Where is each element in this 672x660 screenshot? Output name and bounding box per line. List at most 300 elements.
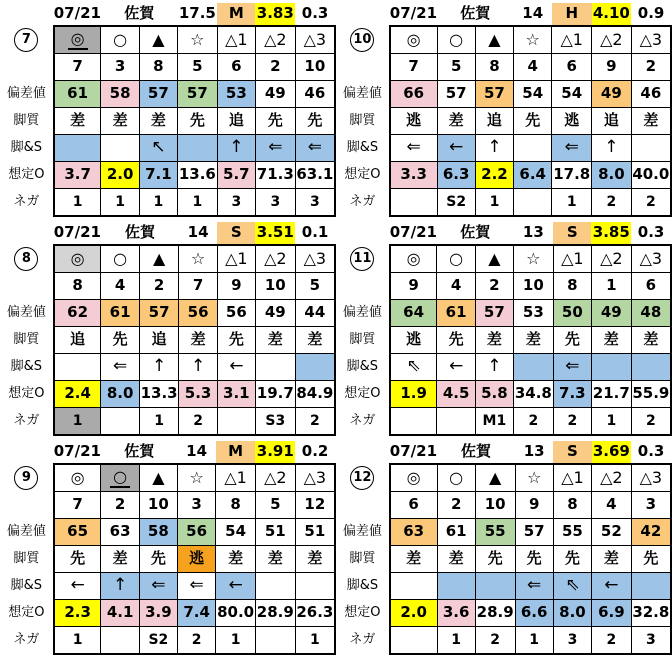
nega-cell[interactable]: 2 [295,408,335,436]
symbols-cell[interactable]: ▲ [475,245,513,273]
header-value1: 14 [186,442,208,461]
style-cell[interactable]: 先 [514,108,552,135]
legs-cell[interactable] [54,354,101,381]
symbols-cell[interactable]: ☆ [515,464,553,492]
legs-cell[interactable]: ⇖ [390,354,437,381]
numbers-cell[interactable]: 4 [101,273,139,300]
symbols-cell[interactable]: ○ [437,464,475,492]
legs-cell[interactable]: ← [217,354,255,381]
nega-cell[interactable]: 1 [295,627,335,655]
dev-cell[interactable]: 65 [54,519,101,546]
numbers-cell[interactable]: 9 [592,54,632,81]
odds-cell[interactable]: 80.0 [216,600,256,627]
odds-cell[interactable]: 6.3 [437,162,475,189]
numbers-cell[interactable]: 2 [139,273,179,300]
dev-cell[interactable]: 57 [515,519,553,546]
numbers-cell[interactable]: 10 [295,54,335,81]
header-spacer [0,3,54,26]
style-cell[interactable]: 差 [101,108,139,135]
nega-cell[interactable]: 3 [553,627,591,655]
odds-cell[interactable]: 2.3 [54,600,101,627]
odds-cell[interactable]: 32.8 [631,600,671,627]
dev-cell[interactable]: 53 [513,300,553,327]
nega-cell[interactable]: 1 [437,627,475,655]
odds-cell[interactable]: 2.0 [101,162,139,189]
numbers-cell[interactable]: 6 [217,54,255,81]
dev-cell[interactable]: 61 [101,300,139,327]
odds-cell[interactable]: 2.0 [390,600,437,627]
header-value3: 0.9 [637,4,665,23]
dev-cell[interactable]: 66 [390,81,437,108]
style-cell[interactable]: 差 [216,546,256,573]
odds-cell[interactable]: 13.3 [139,381,179,408]
style-cell[interactable]: 差 [101,546,139,573]
symbols-cell[interactable]: ▲ [475,26,513,54]
legs-cell[interactable] [54,135,101,162]
nega-cell[interactable]: S2 [139,627,177,655]
nega-cell[interactable] [390,189,437,217]
nega-cell[interactable]: 3 [255,189,295,217]
style-cell[interactable]: 先 [177,108,217,135]
style-cell[interactable]: 先 [255,108,295,135]
dev-cell[interactable]: 56 [179,300,217,327]
odds-cell[interactable]: 40.0 [631,162,671,189]
nega-cell[interactable]: 2 [631,189,671,217]
odds-cell[interactable]: 19.7 [255,381,295,408]
nega-cell[interactable]: 2 [631,408,671,436]
symbols-cell[interactable]: △1 [216,464,256,492]
odds-cell[interactable]: 5.8 [475,381,513,408]
symbols-cell[interactable] [54,26,101,54]
dev-cell[interactable]: 57 [475,300,513,327]
odds-cell[interactable]: 2.4 [54,381,101,408]
odds-cell[interactable]: 6.6 [515,600,553,627]
dev-cell[interactable]: 46 [295,81,335,108]
race-number-badge: 8 [14,247,38,271]
dev-cell[interactable]: 61 [437,300,475,327]
style-cell[interactable]: 追 [475,108,513,135]
legs-cell[interactable] [295,354,335,381]
legs-cell[interactable]: ↑ [217,135,255,162]
numbers-cell[interactable]: 1 [591,273,631,300]
legs-cell[interactable]: ⇖ [553,573,591,600]
dev-cell[interactable]: 49 [591,300,631,327]
numbers-cell[interactable]: 6 [552,54,592,81]
symbols-cell[interactable]: ▲ [139,26,177,54]
legs-cell[interactable] [513,354,553,381]
odds-cell[interactable]: 13.6 [177,162,217,189]
numbers-cell[interactable]: 12 [295,492,335,519]
dev-cell[interactable]: 61 [437,519,475,546]
odds-cell[interactable]: 3.6 [437,600,475,627]
legs-cell[interactable] [514,135,552,162]
odds-cell[interactable]: 1.9 [390,381,437,408]
dev-cell[interactable]: 63 [390,519,437,546]
dev-cell[interactable]: 53 [217,81,255,108]
symbols-cell[interactable]: ▲ [139,464,177,492]
symbols-cell[interactable]: △1 [553,464,591,492]
style-cell[interactable]: 先 [437,327,475,354]
style-cell[interactable]: 先 [515,546,553,573]
style-cell[interactable]: 差 [631,108,671,135]
header-value1: 14 [522,4,544,23]
numbers-cell[interactable]: 5 [255,492,295,519]
style-cell[interactable]: 先 [139,546,177,573]
nega-cell[interactable] [390,408,437,436]
symbols-cell[interactable]: ◎ [54,245,101,273]
dev-cell[interactable]: 57 [475,81,513,108]
dev-cell[interactable]: 56 [217,300,255,327]
nega-cell[interactable]: 1 [177,189,217,217]
style-cell[interactable]: 先 [475,546,515,573]
numbers-cell[interactable]: 8 [475,54,513,81]
numbers-cell[interactable]: 4 [437,273,475,300]
dev-cell[interactable]: 54 [216,519,256,546]
dev-cell[interactable]: 56 [177,519,215,546]
symbols-cell[interactable]: ▲ [475,464,515,492]
legs-cell[interactable] [591,354,631,381]
dev-cell[interactable]: 58 [101,81,139,108]
symbols-cell[interactable]: △2 [255,464,295,492]
numbers-cell[interactable]: 7 [390,54,437,81]
odds-cell[interactable]: 2.2 [475,162,513,189]
dev-cell[interactable]: 49 [255,300,295,327]
nega-cell[interactable]: 3 [631,627,671,655]
dev-cell[interactable]: 51 [255,519,295,546]
nega-cell[interactable] [437,408,475,436]
nega-cell[interactable]: 2 [513,408,553,436]
style-cell[interactable]: 差 [592,546,632,573]
style-cell[interactable]: 差 [390,546,437,573]
nega-cell[interactable]: 2 [592,627,632,655]
numbers-cell[interactable]: 5 [295,273,335,300]
legs-cell[interactable]: ⇐ [139,573,177,600]
symbols-cell[interactable] [101,464,139,492]
dev-cell[interactable]: 55 [475,519,515,546]
symbols-cell[interactable]: △2 [255,245,295,273]
numbers-cell[interactable]: 2 [255,54,295,81]
legs-cell[interactable]: ⇐ [553,354,591,381]
legs-cell[interactable]: ⇐ [515,573,553,600]
style-cell[interactable]: 先 [217,327,255,354]
style-cell[interactable]: 追 [592,108,632,135]
symbols-cell[interactable]: △3 [295,26,335,54]
style-cell[interactable]: 先 [553,546,591,573]
symbols-cell[interactable]: △3 [295,245,335,273]
numbers-cell[interactable]: 3 [631,492,671,519]
odds-cell[interactable]: 6.9 [592,600,632,627]
legs-cell[interactable] [177,135,217,162]
numbers-cell[interactable]: 8 [139,54,177,81]
numbers-cell[interactable]: 10 [139,492,177,519]
nega-cell[interactable]: M1 [475,408,513,436]
legs-cell[interactable]: ⇐ [295,135,335,162]
numbers-cell[interactable]: 7 [54,492,101,519]
nega-cell[interactable]: 1 [54,408,101,436]
numbers-cell[interactable]: 9 [390,273,437,300]
numbers-cell[interactable]: 3 [177,492,215,519]
nega-cell[interactable]: S2 [437,189,475,217]
odds-cell[interactable]: 8.0 [592,162,632,189]
numbers-cell[interactable]: 2 [631,54,671,81]
legs-cell[interactable]: ← [54,573,101,600]
numbers-cell[interactable]: 3 [101,54,139,81]
odds-cell[interactable]: 5.3 [179,381,217,408]
odds-cell[interactable]: 55.9 [631,381,671,408]
dev-cell[interactable]: 55 [553,519,591,546]
nega-cell[interactable]: 3 [217,189,255,217]
numbers-cell[interactable]: 2 [475,273,513,300]
nega-cell[interactable]: 1 [54,189,101,217]
dev-cell[interactable]: 57 [139,81,177,108]
style-cell[interactable]: 差 [54,108,101,135]
symbols-cell[interactable]: △2 [592,464,632,492]
symbols-cell[interactable]: △3 [631,26,671,54]
row-label-legs: 脚&S [346,359,379,375]
legs-cell[interactable]: ↖ [139,135,177,162]
odds-cell[interactable]: 7.4 [177,600,215,627]
nega-cell[interactable]: 1 [475,189,513,217]
legs-cell[interactable]: ⇐ [255,135,295,162]
style-cell[interactable]: 差 [295,327,335,354]
legs-cell[interactable] [631,354,671,381]
style-cell[interactable]: 差 [139,108,177,135]
dev-cell[interactable]: 57 [139,300,179,327]
style-cell[interactable]: 先 [101,327,139,354]
style-cell[interactable]: 先 [553,327,591,354]
odds-cell[interactable]: 3.7 [54,162,101,189]
legs-cell[interactable] [255,354,295,381]
legs-cell[interactable]: ↑ [101,573,139,600]
marked-symbol: ○ [110,468,130,488]
odds-cell[interactable]: 6.4 [514,162,552,189]
numbers-cell[interactable]: 4 [514,54,552,81]
numbers-cell[interactable]: 8 [553,273,591,300]
numbers-cell[interactable]: 4 [592,492,632,519]
nega-cell[interactable]: 1 [54,627,101,655]
odds-cell[interactable]: 8.0 [101,381,139,408]
nega-cell[interactable] [514,189,552,217]
dev-cell[interactable]: 62 [54,300,101,327]
nega-cell[interactable]: 1 [139,189,177,217]
nega-cell[interactable]: 1 [552,189,592,217]
numbers-cell[interactable]: 7 [54,54,101,81]
dev-cell[interactable]: 57 [437,81,475,108]
style-cell[interactable]: 差 [255,546,295,573]
dev-cell[interactable]: 42 [631,519,671,546]
odds-cell[interactable]: 3.3 [390,162,437,189]
dev-cell[interactable]: 57 [177,81,217,108]
odds-cell[interactable]: 71.3 [255,162,295,189]
legs-cell[interactable]: ↑ [475,135,513,162]
symbols-cell[interactable]: ☆ [179,245,217,273]
dev-cell[interactable]: 51 [295,519,335,546]
style-cell[interactable]: 差 [631,327,671,354]
race-table [0,3,336,217]
dev-cell[interactable]: 46 [631,81,671,108]
style-cell[interactable]: 逃 [552,108,592,135]
odds-cell[interactable]: 84.9 [295,381,335,408]
odds-cell[interactable]: 28.9 [475,600,515,627]
numbers-cell[interactable]: 6 [390,492,437,519]
legs-cell[interactable] [631,573,671,600]
legs-cell[interactable]: ← [216,573,256,600]
symbols-cell[interactable]: ◎ [390,26,437,54]
symbols-cell[interactable]: △1 [217,245,255,273]
style-cell[interactable]: 先 [295,108,335,135]
legs-cell[interactable] [295,573,335,600]
symbols-cell[interactable]: ◎ [54,464,101,492]
odds-cell[interactable]: 3.9 [139,600,177,627]
legs-cell[interactable] [255,573,295,600]
numbers-cell[interactable]: 10 [513,273,553,300]
style-cell[interactable]: 差 [513,327,553,354]
odds-cell[interactable]: 34.8 [513,381,553,408]
style-cell[interactable]: 差 [295,546,335,573]
style-cell[interactable]: 逃 [390,327,437,354]
odds-cell[interactable]: 3.1 [217,381,255,408]
legs-cell[interactable]: ↑ [475,354,513,381]
style-cell[interactable]: 差 [437,546,475,573]
nega-cell[interactable]: 1 [515,627,553,655]
odds-cell[interactable]: 8.0 [553,600,591,627]
numbers-cell[interactable]: 9 [515,492,553,519]
dev-cell[interactable]: 49 [592,81,632,108]
legs-cell[interactable] [631,135,671,162]
legs-cell[interactable]: ⇐ [390,135,437,162]
numbers-cell[interactable]: 6 [631,273,671,300]
dev-cell[interactable]: 48 [631,300,671,327]
nega-cell[interactable]: 2 [179,408,217,436]
dev-cell[interactable]: 54 [514,81,552,108]
legs-cell[interactable]: ← [592,573,632,600]
style-cell[interactable]: 差 [437,108,475,135]
numbers-cell[interactable]: 7 [179,273,217,300]
dev-cell[interactable]: 50 [553,300,591,327]
odds-cell[interactable]: 4.1 [101,600,139,627]
dev-cell[interactable]: 63 [101,519,139,546]
nega-cell[interactable]: S3 [255,408,295,436]
style-cell[interactable]: 差 [591,327,631,354]
symbols-cell[interactable]: ○ [101,245,139,273]
style-cell[interactable]: 追 [139,327,179,354]
dev-cell[interactable]: 52 [592,519,632,546]
legs-cell[interactable] [101,135,139,162]
symbols-cell[interactable]: ☆ [177,464,215,492]
nega-cell[interactable]: 1 [139,408,179,436]
nega-cell[interactable]: 2 [475,627,515,655]
dev-cell[interactable]: 58 [139,519,177,546]
legs-cell[interactable] [475,573,515,600]
style-cell[interactable]: 逃 [390,108,437,135]
legs-cell[interactable]: ⇐ [552,135,592,162]
style-cell[interactable]: 差 [255,327,295,354]
style-cell[interactable]: 逃 [177,546,215,573]
legs-cell[interactable]: ↑ [139,354,179,381]
numbers-cell[interactable]: 8 [54,273,101,300]
numbers-cell[interactable]: 2 [101,492,139,519]
symbols-cell[interactable]: ◎ [390,464,437,492]
symbols-cell[interactable]: △2 [255,26,295,54]
numbers-cell[interactable]: 5 [177,54,217,81]
symbols-cell[interactable]: △3 [295,464,335,492]
dev-cell[interactable]: 61 [54,81,101,108]
legs-cell[interactable]: ⇐ [101,354,139,381]
symbols-cell[interactable]: ○ [101,26,139,54]
legs-cell[interactable] [390,573,437,600]
symbols-cell[interactable]: ☆ [514,26,552,54]
symbols-cell[interactable]: △3 [631,464,671,492]
odds-cell[interactable]: 21.7 [591,381,631,408]
style-cell[interactable]: 追 [217,108,255,135]
legs-cell[interactable]: ↑ [592,135,632,162]
symbols-cell[interactable]: ☆ [513,245,553,273]
row-label-legs: 脚&S [346,578,379,594]
odds-cell[interactable]: 28.9 [255,600,295,627]
numbers-cell[interactable]: 10 [255,273,295,300]
nega-cell[interactable]: 3 [295,189,335,217]
symbols-cell[interactable]: ☆ [177,26,217,54]
dev-cell[interactable]: 54 [552,81,592,108]
symbols-cell[interactable]: △1 [553,245,591,273]
legs-cell[interactable]: ⇐ [177,573,215,600]
symbols-cell[interactable]: ◎ [390,245,437,273]
numbers-cell[interactable]: 8 [216,492,256,519]
numbers-cell[interactable]: 2 [437,492,475,519]
odds-cell[interactable]: 26.3 [295,600,335,627]
legs-cell[interactable]: ↑ [179,354,217,381]
dev-cell[interactable]: 44 [295,300,335,327]
odds-cell[interactable]: 7.3 [553,381,591,408]
nega-cell[interactable]: 2 [553,408,591,436]
legs-cell[interactable] [437,573,475,600]
style-cell[interactable]: 差 [179,327,217,354]
odds-cell[interactable]: 4.5 [437,381,475,408]
odds-cell[interactable]: 17.8 [552,162,592,189]
symbols-cell[interactable]: △2 [591,245,631,273]
legs-cell[interactable]: ← [437,135,475,162]
symbols-cell[interactable]: ▲ [139,245,179,273]
symbols-cell[interactable]: △2 [592,26,632,54]
nega-cell[interactable]: 2 [177,627,215,655]
style-cell[interactable]: 追 [54,327,101,354]
numbers-cell[interactable]: 9 [217,273,255,300]
odds-cell[interactable]: 5.7 [217,162,255,189]
nega-cell[interactable]: 1 [101,189,139,217]
numbers-cell[interactable]: 5 [437,54,475,81]
nega-cell[interactable]: 2 [592,189,632,217]
numbers-cell[interactable]: 10 [475,492,515,519]
style-cell[interactable]: 先 [631,546,671,573]
legs-cell[interactable]: ← [437,354,475,381]
symbols-cell[interactable]: △1 [552,26,592,54]
symbols-cell[interactable]: ○ [437,26,475,54]
symbols-cell[interactable]: ○ [437,245,475,273]
nega-cell[interactable] [101,408,139,436]
numbers-cell[interactable]: 8 [553,492,591,519]
odds-cell[interactable]: 63.1 [295,162,335,189]
dev-cell[interactable]: 49 [255,81,295,108]
nega-cell[interactable]: 1 [216,627,256,655]
style-cell[interactable]: 先 [54,546,101,573]
symbols-cell[interactable]: △3 [631,245,671,273]
dev-cell[interactable]: 64 [390,300,437,327]
style-cell[interactable]: 差 [475,327,513,354]
odds-cell[interactable]: 7.1 [139,162,177,189]
nega-cell[interactable] [217,408,255,436]
nega-cell[interactable]: 1 [591,408,631,436]
symbols-cell[interactable]: △1 [217,26,255,54]
